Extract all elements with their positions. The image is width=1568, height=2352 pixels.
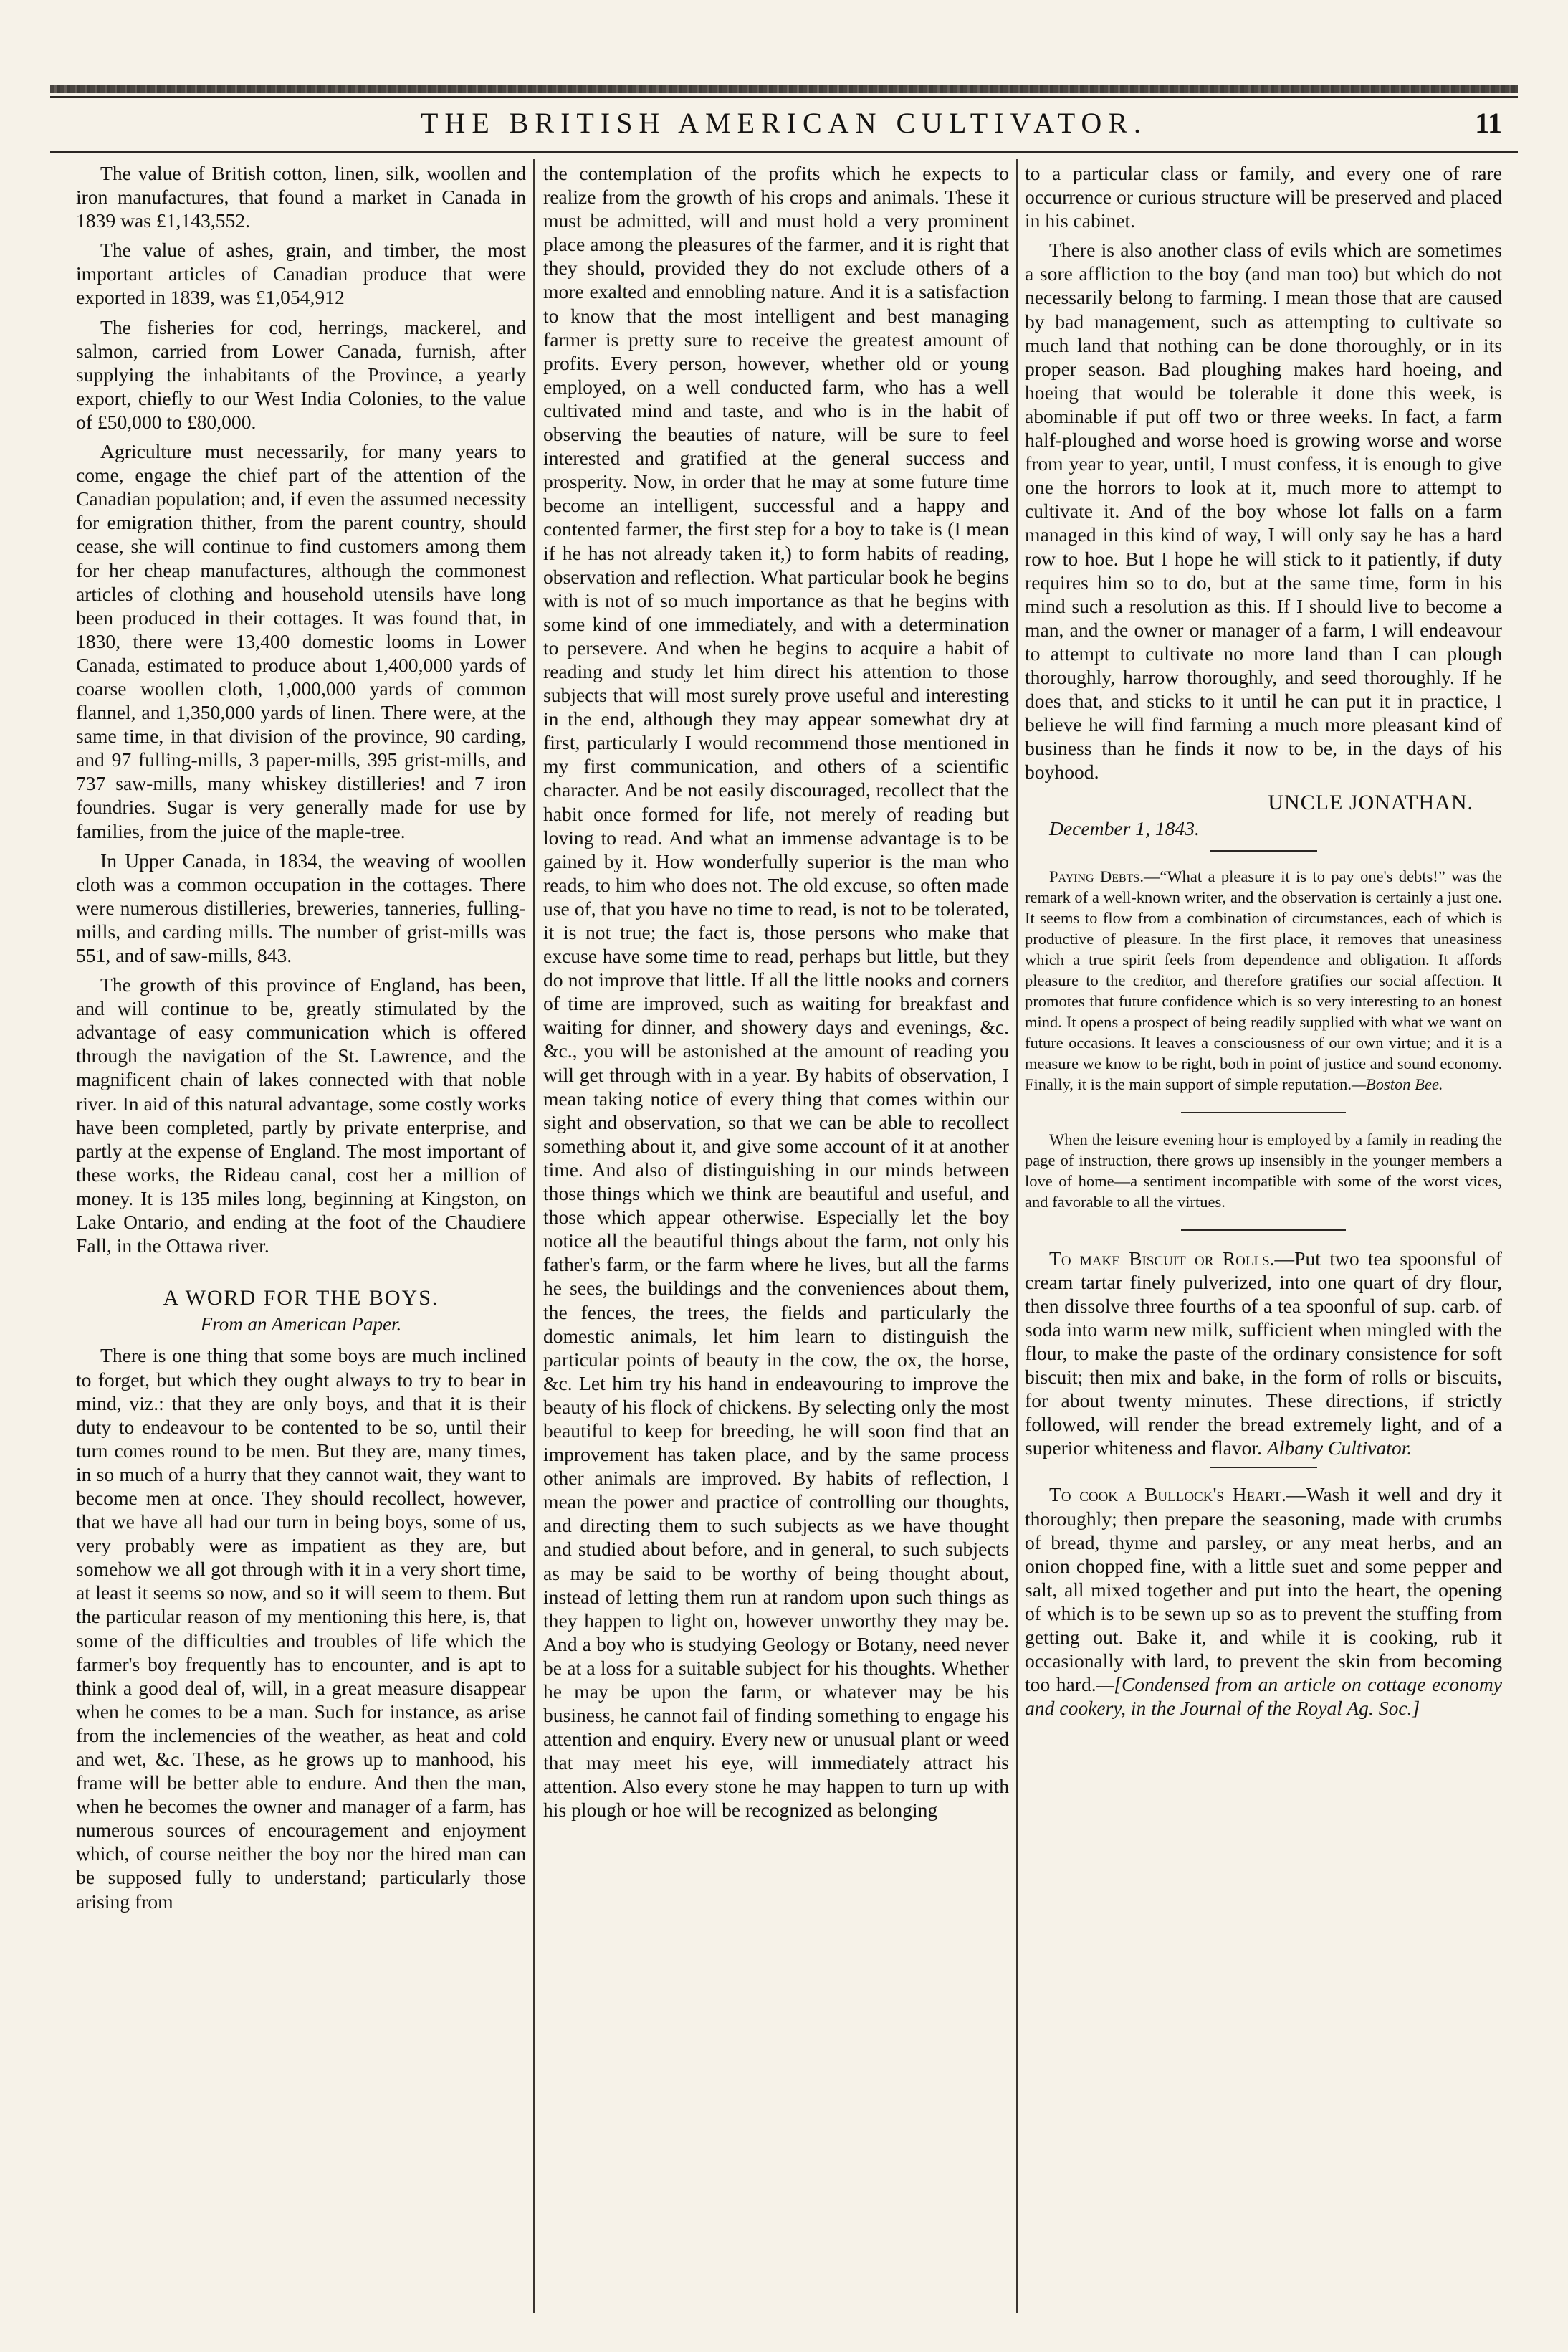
paragraph: The fisheries for cod, herrings, mackerel, and salmon, carried from Lower Canada, furnish, after supplying the inhabitants of the Province, a yearly export, chiefly to our West India Colonies, to the value of £50,000 to £80,000. [76,315,526,433]
item-credit: —Boston Bee. [1352,1075,1443,1093]
top-decorative-rule [50,85,1518,93]
item-body: —“What a pleasure it is to pay one's debts!” was the remark of a well-known writer, and the observation is certainly a just one. It seems to flow from a combination of circumstances, each of which is productive of pleasure. In the first place, it removes that uneasiness which a true spirit feels from dependence and obligation. It affords pleasure to the creditor, and therefore gratifies our social affection. It promotes that future confidence which is so very interesting to an honest mind. It opens a prospect of being readily supplied with what we want on future occasions. It leaves a consciousness of our own virtue; and it is a measure we know to be right, both in point of justice and sound economy. Finally, it is the main support of simple reputation. [1025,867,1502,1093]
column-divider [533,159,535,2313]
masthead-title: THE BRITISH AMERICAN CULTIVATOR. [421,107,1147,139]
paragraph: There is also another class of evils which are sometimes a sore affliction to the boy (and man too) but which do not necessarily belong to farming. I mean those that are caused by bad management, such as attempting to cultivate so much land that nothing can be done thoroughly, or in its proper season. Bad ploughing makes hard hoeing, and hoeing that would be tolerable it done this week, is abominable if put off two or three weeks. In fact, a farm half-ploughed and worse hoed is growing worse and worse from year to year, until, I must confess, it is enough to give one the horrors to look at it, much more to attempt to cultivate it. And of the boy whose lot falls on a farm managed in this kind of way, I will only say he has a hard row to hoe. But I hope he will stick to it patiently, if duty requires him so to do, but at the same time, form in his mind such a resolution as this. If I should live to become a man, and the owner or manager of a farm, I will endeavour to attempt to cultivate no more land than I can plough thoroughly, harrow thoroughly, and seed thoroughly. If he does that, and sticks to it until he can put it in practice, I believe he will find farming a much more pleasant kind of business than he finds it now to be, in the days of his boyhood. [1025,239,1502,784]
item-credit: Albany Cultivator. [1266,1437,1412,1460]
section-rule [1181,1229,1346,1231]
item-body: —Wash it well and dry it thoroughly; then prepare the seasoning, made with crumbs of bread, thyme and parsley, or any meat herbs, and an onion chopped fine, with a little suet and some pepper and salt, all mixed together and put into the heart, the opening of which is to be sewn up so as to prevent the stuffing from getting out. Bake it, and while it is cooking, rub it occasionally with lard, to prevent the skin from becoming too hard. [1025,1483,1503,1696]
paragraph: There is one thing that some boys are much inclined to forget, but which they ought always to try to bear in mind, viz.: that they are only boys, and that it is their duty to endeavour to be contented to be so, until their turn comes round to be men. But they are, many times, in so much of a hurry that they cannot wait, they want to become men at once. They should recollect, however, that we have all had our turn in being boys, some of us, very probably were as impatient as they are, but somehow we all got through with it in a very short time, at least it seems so now, and so it will seem to them. But the particular reason of my mentioning this here, is, that some of the difficulties and troubles of life which the farmer's boy frequently has to encounter, and is apt to think a good deal of, will, in a great measure disappear when he comes to be a man. Such for instance, as arise from the inclemencies of the weather, as heat and cold and wet, &c. These, as he grows up to manhood, his frame will be better able to endure. And then the man, when he becomes the owner and manager of a farm, has numerous sources of encouragement and enjoyment which, of course neither the boy nor the hired man can be supposed fully to understand; particularly those arising from [76,1344,526,1913]
item-runin-title: To make Biscuit or Rolls. [1049,1247,1275,1270]
page-number: 11 [1475,107,1502,139]
article-title: A WORD FOR THE BOYS. [163,1286,439,1310]
item-runin-title: Paying Debts. [1049,867,1144,885]
column-3 [1025,161,1502,1725]
page-header [50,102,1518,146]
item-body: —Put two tea spoonsful of cream tartar finely pulverized, into one quart of dry flour, then dissolve three fourths of a tea spoonful of sup. carb. of soda into warm new milk, sufficient when mingled with the flour, to make the paste of the ordinary consistence for soft biscuit; then mix and bake, in the form of rolls or biscuits, for about twenty minutes. These directions, if strictly followed, will render the bread extremely light, and of a superior whiteness and flavor. [1025,1247,1502,1460]
paying-debts-item [1025,866,1502,1095]
item-runin-title: To cook a Bullock's Heart. [1049,1483,1286,1506]
author-signature: UNCLE JONATHAN. [1268,791,1473,815]
column-2 [543,161,1009,1828]
paragraph: to a particular class or family, and every one of rare occurrence or curious structure will be preserved and placed in his cabinet. [1025,162,1502,232]
paragraph: The value of ashes, grain, and timber, the most important articles of Canadian produce that were exported in 1839, was £1,054,912 [76,239,526,309]
bullock-heart-recipe [1025,1482,1502,1720]
paragraph: The value of British cotton, linen, silk, woollen and iron manufactures, that found a market in Canada in 1839 was £1,143,552. [76,162,526,232]
biscuit-recipe [1025,1247,1502,1460]
item-credit: —[Condensed from an article on cottage economy and cookery, in the Journal of the Royal Ag. Soc.] [1025,1673,1503,1720]
top-rule [50,96,1518,98]
column-1 [76,161,526,1919]
leisure-item [1025,1129,1502,1212]
column-divider [1016,159,1018,2313]
article-date: December 1, 1843. [1049,816,1200,839]
article-source: From an American Paper. [200,1313,402,1336]
section-rule [1210,1467,1317,1468]
section-rule [1181,1112,1346,1113]
paragraph: Agriculture must necessarily, for many years to come, engage the chief part of the attention of the Canadian population; and, if even the assumed necessity for emigration thither, from the parent country, should cease, she will continue to find customers among them for her cheap manufactures, although the commonest articles of clothing and household utensils have long been produced in their cottages. It was found that, in 1830, there were 13,400 domestic looms in Lower Canada, estimated to produce about 1,400,000 yards of coarse woollen cloth, 1,000,000 yards of common flannel, and 1,350,000 yards of linen. There were, at the same time, in that division of the province, 90 carding, and 97 fulling-mills, 3 paper-mills, 395 grist-mills, and 737 saw-mills, many whiskey distilleries! and 7 iron foundries. Sugar is very generally made for use by families, from the juice of the maple-tree. [76,440,526,842]
section-rule [1210,850,1317,852]
paragraph: In Upper Canada, in 1834, the weaving of woollen cloth was a common occupation in the cottages. There were numerous distilleries, breweries, tanneries, fulling-mills, and carding mills. The number of grist-mills was 551, and of saw-mills, 843. [76,849,526,966]
paragraph: The growth of this province of England, has been, and will continue to be, greatly stimulated by the advantage of easy communication which is offered through the navigation of the St. Lawrence, and the magnificent chain of lakes connected with that noble river. In aid of this natural advantage, some costly works have been completed, partly by private enterprise, and partly at the expense of England. The most important of these works, the Rideau canal, cost her a million of money. It is 135 miles long, beginning at Kingston, on Lake Ontario, and ending at the foot of the Chaudiere Fall, in the Ottawa river. [76,973,526,1257]
header-rule [50,151,1518,153]
paragraph: the contemplation of the profits which he expects to realize from the growth of his crops and animals. These it must be admitted, will and must hold a very prominent place among the pleasures of the farmer, and it is right that they should, provided they do not exclude others of a more exalted and ennobling nature. And it is a satisfaction to know that the most intelligent and best managing farmer is pretty sure to receive the greatest amount of profits. Every person, however, whether old or young employed, on a well conducted farm, who has a well cultivated mind and taste, and who is in the habit of observing the beauties of nature, will be sure to feel interested and gratified at the general success and prosperity. Now, in order that he may at some future time become an intelligent, successful and a happy and contented farmer, the first step for a boy to take is (I mean if he has not already taken it,) to form habits of reading, observation and reflection. What particular book he begins with is not of so much importance as that he begins with some kind of one immediately, and with a determination to persevere. And when he begins to acquire a habit of reading and study let him direct his attention to those subjects that will most surely prove useful and interesting in the end, although they may appear somewhat dry at first, particularly I would recommend those mentioned in my first communication, and others of a scientific character. And be not easily discouraged, recollect that the habit once formed for life, not merely of reading but loving to read. And what an immense advantage is to be gained by it. How wonderfully superior is the man who reads, to him who does not. The old excuse, so often made use of, that you have no time to read, is not to be tolerated, it is not true; the fact is, those persons who make that excuse have some time to read, perhaps but little, but they do not improve that little. If all the little nooks and corners of time are improved, such as waiting for breakfast and waiting for dinner, and showery days and evenings, &c. &c., you will be astonished at the amount of reading you will get through with in a year. By habits of observation, I mean taking notice of every thing that comes within our sight and observation, so that we can be able to recollect something about it, and give some account of it at another time. And also of distinguishing in our minds between those things which we think are beautiful and useful, and those which appear otherwise. Especially let the boy notice all the beautiful things about the farm, not only his father's farm, or the farm where he lives, but all the farms he sees, the buildings and the conveniences about them, the fences, the trees, the fields and particularly the domestic animals, let him learn to distinguish the particular points of beauty in the cow, the ox, the horse, &c. Let him try his hand in endeavouring to improve the beauty of his flock of chickens. By selecting only the most beautiful to keep for breeding, he will soon find that an improvement has taken place, and by the same process other animals are improved. By habits of reflection, I mean the power and practice of controlling our thoughts, and directing them to such subjects as we have thought and studied about before, and in general, to such subjects as may be said to be worthy of being thought about, instead of letting them run at random upon such things as they happen to light on, however unworthy they may be. And a boy who is studying Geology or Botany, need never be at a loss for a suitable subject for his thoughts. Whether he may be upon the farm, or whatever may be his business, he cannot fail of finding something to engage his attention and enquiry. Every new or unusual plant or weed that may meet his eye, will immediately attract his attention. Also every stone he may happen to turn up with his plough or hoe will be recognized as belonging [543,162,1009,1822]
item-body: When the leisure evening hour is employed by a family in reading the page of instruction, there grows up insensibly in the younger members a love of home—a sentiment incompatible with some of the worst vices, and favorable to all the virtues. [1025,1130,1502,1211]
